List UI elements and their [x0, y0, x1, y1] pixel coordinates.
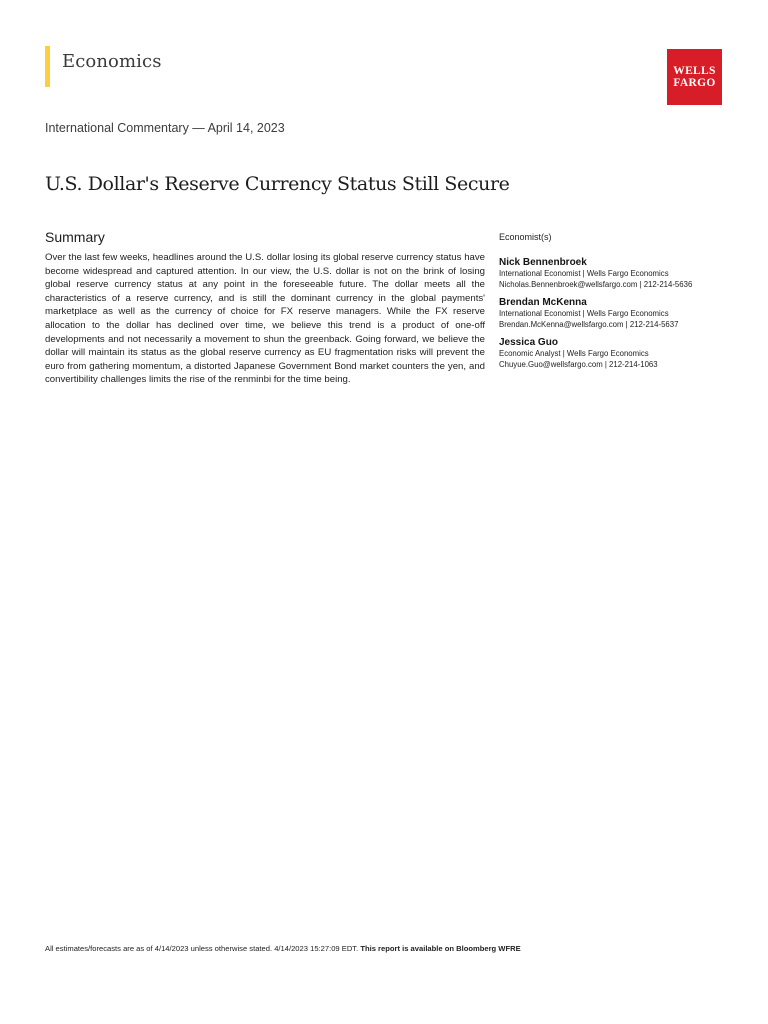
economist-name: Brendan McKenna	[499, 297, 587, 308]
economists-panel	[499, 232, 729, 376]
header-accent-bar	[45, 46, 50, 87]
economist-role: International Economist | Wells Fargo Economics	[499, 269, 669, 278]
economist-role: Economic Analyst | Wells Fargo Economics	[499, 349, 649, 358]
section-title: Economics	[62, 51, 162, 72]
economist-contact[interactable]: Brendan.McKenna@wellsfargo.com | 212-214-5637	[499, 319, 679, 329]
wells-fargo-logo	[667, 49, 722, 105]
economist-card	[499, 256, 729, 290]
page-title: U.S. Dollar's Reserve Currency Status Still Secure	[45, 173, 510, 195]
logo-line-2: FARGO	[673, 77, 716, 89]
footer-disclaimer	[45, 944, 521, 953]
economists-label: Economist(s)	[499, 232, 552, 242]
summary-heading: Summary	[45, 229, 105, 245]
summary-section	[45, 229, 485, 387]
economist-card	[499, 336, 729, 370]
economist-contact[interactable]: Nicholas.Bennenbroek@wellsfargo.com | 212-214-5636	[499, 279, 693, 289]
footer-text: All estimates/forecasts are as of 4/14/2023 unless otherwise stated. 4/14/2023 15:27:09 EDT.	[45, 944, 361, 953]
economist-card	[499, 296, 729, 330]
economist-name: Jessica Guo	[499, 337, 558, 348]
economist-contact[interactable]: Chuyue.Guo@wellsfargo.com | 212-214-1063	[499, 359, 658, 369]
report-subtitle: International Commentary — April 14, 2023	[45, 121, 285, 135]
footer-bloomberg-note: This report is available on Bloomberg WFRE	[360, 944, 521, 953]
summary-body: Over the last few weeks, headlines around the U.S. dollar losing its global reserve currency status have become widespread and captured attention. In our view, the U.S. dollar is not on the brink of losing global reserve currency status at any point in the foreseeable future. The dollar meets all the characteristics of a reserve currency, and is still the dominant currency in the global payments' marketplace as well as the currency of choice for FX reserve managers. While the FX reserve allocation to the dollar has declined over time, we believe this trend is a product of one-off developments and not necessarily a movement to shun the greenback. Going forward, we believe the dollar will maintain its status as the global reserve currency as EU fragmentation risks will prevent the euro from gathering momentum, a distorted Japanese Government Bond market counters the yen, and convertibility challenges limits the rise of the renminbi for the time being.	[45, 252, 485, 386]
economist-role: International Economist | Wells Fargo Economics	[499, 309, 669, 318]
economist-name: Nick Bennenbroek	[499, 257, 587, 268]
logo-line-1: WELLS	[673, 65, 716, 77]
